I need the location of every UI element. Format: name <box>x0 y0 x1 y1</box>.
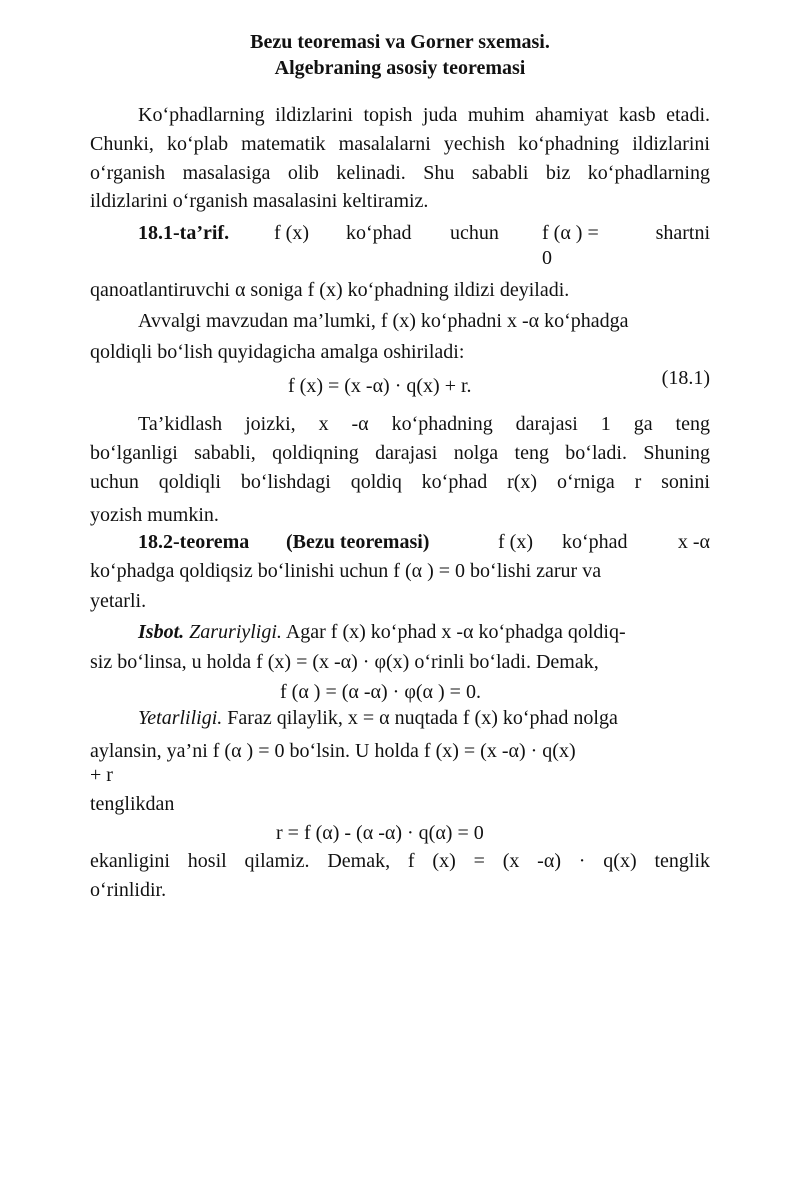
definition-word-uchun: uchun <box>450 222 499 244</box>
proof-line-1 <box>90 620 710 644</box>
proof-label: Isbot. <box>138 621 185 643</box>
remark-line-4: yozish mumkin. <box>90 504 219 526</box>
theorem-line-2: ko‘phadga qoldiqsiz bo‘linishi uchun f (α ) = 0 bo‘lishi zarur va <box>90 560 602 582</box>
proof-line-3-text: Faraz qilaylik, x = α nuqtada f (x) ko‘phad nolga <box>227 707 618 729</box>
proof-line-5: + r <box>90 764 113 786</box>
proof-line-1-text: Agar f (x) ko‘phad x -α ko‘phadga qoldiq- <box>285 621 626 643</box>
remark-line-3: uchun qoldiqli bo‘lishdagi qoldiq ko‘phad r(x) o‘rniga r sonini <box>90 471 710 493</box>
proof-line-4: aylansin, ya’ni f (α ) = 0 bo‘lsin. U holda f (x) = (x -α) · q(x) <box>90 740 576 762</box>
intro-line-2: Chunki, ko‘plab matematik masalalarni yechish ko‘phadning ildizlarini <box>90 133 710 155</box>
remark-line-1: Ta’kidlash joizki, x -α ko‘phadning darajasi 1 ga teng <box>138 413 710 435</box>
definition-line-1 <box>90 221 710 269</box>
document-page <box>90 0 710 1181</box>
division-line-1: Avvalgi mavzudan ma’lumki, f (x) ko‘phadni x -α ko‘phadga <box>138 310 629 332</box>
proof-line-2: siz bo‘linsa, u holda f (x) = (x -α) · φ(x) o‘rinli bo‘ladi. Demak, <box>90 651 599 673</box>
document-title-line-2: Algebraning asosiy teoremasi <box>274 57 526 79</box>
proof-line-7: ekanligini hosil qilamiz. Demak, f (x) = (x -α) · q(x) tenglik <box>90 850 710 872</box>
division-formula: f (x) = (x -α) · q(x) + r. <box>288 375 472 397</box>
proof-formula-1: f (α ) = (α -α) · φ(α ) = 0. <box>280 681 481 703</box>
definition-polynomial: f (x) <box>274 222 309 244</box>
proof-formula-2: r = f (α) - (α -α) · q(α) = 0 <box>276 822 484 844</box>
proof-line-6: tenglikdan <box>90 793 175 815</box>
document-title-line-1: Bezu teoremasi va Gorner sxemasi. <box>250 31 550 53</box>
intro-line-4: ildizlarini o‘rganish masalasini keltiramiz. <box>90 190 429 212</box>
proof-line-3 <box>90 706 710 730</box>
theorem-label: 18.2-teorema <box>138 531 250 553</box>
proof-line-8: o‘rinlidir. <box>90 879 167 901</box>
sufficiency-label: Yetarliligi. <box>138 707 223 729</box>
theorem-name: (Bezu teoremasi) <box>286 531 430 553</box>
remark-line-2: bo‘lganligi sababli, qoldiqning darajasi nolga teng bo‘ladi. Shuning <box>90 442 710 464</box>
definition-condition: f (α ) = <box>542 222 599 244</box>
definition-line-2: qanoatlantiruvchi α soniga f (x) ko‘phadning ildizi deyiladi. <box>90 279 570 301</box>
theorem-polynomial: f (x) <box>498 531 533 553</box>
theorem-word-kophad: ko‘phad <box>562 531 628 553</box>
definition-condition-zero: 0 <box>542 247 552 269</box>
necessity-label: Zaruriyligi. <box>189 621 282 643</box>
equation-number: (18.1) <box>661 367 710 389</box>
division-line-2: qoldiqli bo‘lish quyidagicha amalga oshiriladi: <box>90 341 465 363</box>
definition-word-shartni: shartni <box>655 222 710 244</box>
intro-line-3: o‘rganish masalasiga olib kelinadi. Shu sababli biz ko‘phadlarning <box>90 162 710 184</box>
definition-word-kophad: ko‘phad <box>346 222 412 244</box>
theorem-line-3: yetarli. <box>90 590 147 612</box>
intro-line-1: Ko‘phadlarning ildizlarini topish juda muhim ahamiyat kasb etadi. <box>138 104 710 126</box>
theorem-divisor: x -α <box>677 531 710 553</box>
definition-label: 18.1-ta’rif. <box>138 222 230 244</box>
